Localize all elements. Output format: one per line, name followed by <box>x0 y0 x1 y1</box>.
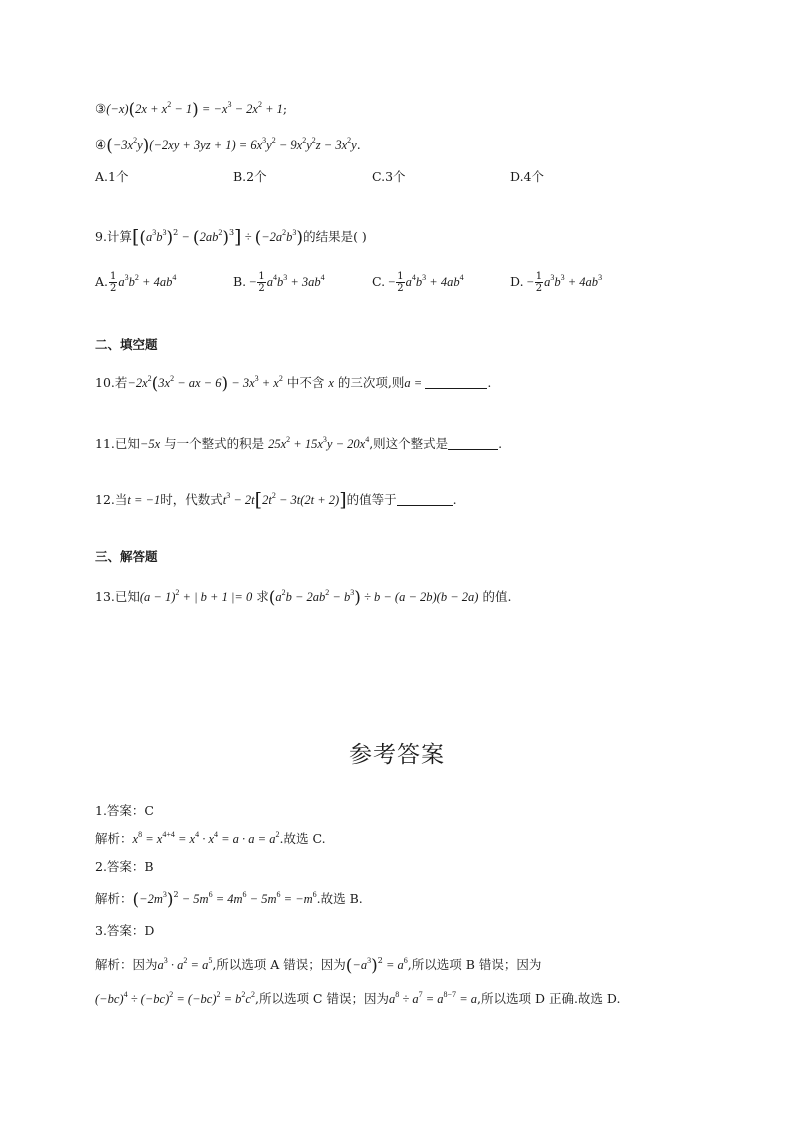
answer-3-explanation-line1: 解析：因为$a^3 \cdot a^2 = a^5$,所以选项 A 错误；因为$(-a^3)^2 = a^6$,所以选项 B 错误；因为 <box>95 956 542 976</box>
answer-3: 3.答案：D <box>95 923 155 938</box>
q8-option-a: A.1个 <box>95 169 129 184</box>
q8-option-b: B.2个 <box>233 169 267 184</box>
q8-item-4: $④(-3x^2y)(-2xy + 3yz + 1) = 6x^3y^2 - 9x^2y^2z - 3x^2y$. <box>95 136 361 156</box>
answer-2: 2.答案：B <box>95 859 154 874</box>
answer-1: 1.答案：C <box>95 803 154 818</box>
q9-option-b: B. − $\frac{1}{2}$ $a^4b^3 + 3ab^4$ <box>233 271 325 294</box>
answer-1-explanation: 解析：$x^8 = x^{4+4} = x^4 \cdot x^4 = a \cdot a = a^2$.故选 C. <box>95 830 326 846</box>
q8-option-c: C.3个 <box>372 169 406 184</box>
answer-2-explanation: 解析：$(-2m^3)^2 - 5m^6 = 4m^6 - 5m^6 = -m^6$.故选 B. <box>95 890 363 910</box>
question-11: 11.已知−5x 与一个整式的积是 $25x^2 + 15x^3y - 20x^4$,则这个整式是 . <box>95 435 503 451</box>
answer-3-explanation-line2: $(-bc)^4 \div (-bc)^2 = (-bc)^2 = b^2c^2$,所以选项 C 错误；因为$a^8 \div a^7 = a^{8-7} = a$,所以选项 D 正确.故选 D. <box>95 990 621 1006</box>
section-fill-in-blank: 二、填空题 <box>95 337 158 352</box>
q9-option-d: D. − $\frac{1}{2}$ $a^3b^3 + 4ab^3$ <box>510 271 603 294</box>
question-12: 12.当t = −1时，代数式$t^3 - 2t[2t^2 - 3t(2t + 2)]$的值等于 . <box>95 489 457 511</box>
question-9: 9.计算$[(a^3b^3)^2 - (2ab^2)^3] \div (-2a^2b^3)$的结果是( ) <box>95 226 367 248</box>
section-solve: 三、解答题 <box>95 549 158 564</box>
q8-option-d: D.4个 <box>510 169 545 184</box>
answers-title: 参考答案 <box>349 742 445 768</box>
q8-item-3: ③(−x)(2x + $x^2 - 1) = -x^3 - 2x^2 + 1$; <box>95 100 288 120</box>
question-13: 13.已知$(a - 1)^2$ + | b + 1 |= 0 求$(a^2b - 2ab^2 - b^3) \div b - (a - 2b)(b - 2a)$ 的值. <box>95 588 512 608</box>
q9-option-a: A. $\frac{1}{2}$ $a^3b^2 + 4ab^4$ <box>95 271 177 294</box>
question-10: 10.若$-2x^2(3x^2$ − ax − $6) - 3x^3 + x^2$ 中不含 x 的三次项,则a = . <box>95 374 492 394</box>
q9-option-c: C. − $\frac{1}{2}$ $a^4b^3 + 4ab^4$ <box>372 271 464 294</box>
